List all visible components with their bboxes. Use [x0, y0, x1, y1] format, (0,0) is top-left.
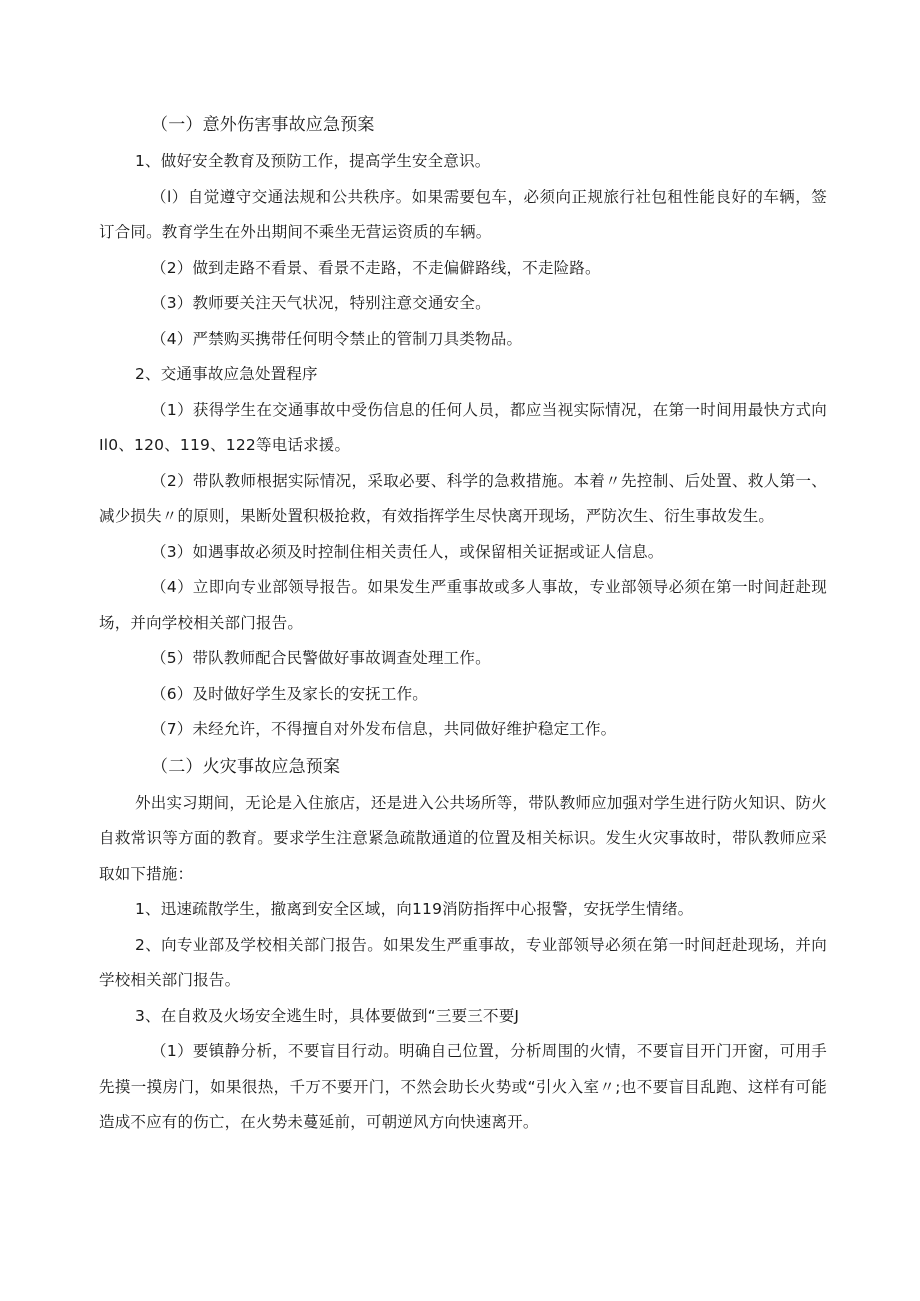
paragraph: （3）如遇事故必须及时控制住相关责任人，或保留相关证据或证人信息。 — [151, 542, 664, 561]
paragraph: （2）带队教师根据实际情况，采取必要、科学的急救措施。本着〃先控制、后处置、救人第一、减少损失〃的原则，果断处置积极抢救，有效指挥学生尽快离开现场，严防次生、衍生事故发生。 — [99, 471, 827, 525]
paragraph: （7）未经允许，不得擅自对外发布信息，共同做好维护稳定工作。 — [151, 720, 617, 738]
section-heading-accident: （一）意外伤害事故应急预案 — [151, 115, 375, 135]
document-body — [99, 106, 827, 1141]
paragraph: （3）教师要关注天气状况，特别注意交通安全。 — [151, 294, 491, 312]
paragraph: 2、交通事故应急处置程序 — [135, 365, 318, 383]
paragraph: （2）做到走路不看景、看景不走路，不走偏僻路线，不走险路。 — [151, 258, 601, 277]
paragraph: （4）严禁购买携带任何明令禁止的管制刀具类物品。 — [151, 329, 523, 348]
paragraph: 1、做好安全教育及预防工作，提高学生安全意识。 — [135, 152, 491, 170]
paragraph: 1、迅速疏散学生，撤离到安全区域，向119消防指挥中心报警，安抚学生情绪。 — [135, 900, 694, 918]
paragraph: 2、向专业部及学校相关部门报告。如果发生严重事故，专业部领导必须在第一时间赶赴现场，并向学校相关部门报告。 — [99, 935, 827, 989]
paragraph: （4）立即向专业部领导报告。如果发生严重事故或多人事故，专业部领导必须在第一时间赶赴现场，并向学校相关部门报告。 — [99, 578, 827, 632]
paragraph: （1）要镇静分析，不要盲目行动。明确自己位置，分析周围的火情，不要盲目开门开窗，可用手先摸一摸房门，如果很热，千万不要开门，不然会助长火势或“引火入室〃;也不要盲目乱跑、这样有可能造成不应有的伤亡，在火势未蔓延前，可朝逆风方向快速离开。 — [99, 1042, 827, 1131]
section-heading-fire: （二）火灾事故应急预案 — [151, 756, 341, 777]
paragraph: （1）获得学生在交通事故中受伤信息的任何人员，都应当视实际情况，在第一时间用最快方式向Il0、120、119、122等电话求援。 — [99, 400, 827, 454]
paragraph: 外出实习期间，无论是入住旅店，还是进入公共场所等，带队教师应加强对学生进行防火知识、防火自救常识等方面的教育。要求学生注意紧急疏散通道的位置及相关标识。发生火灾事故时，带队教师应采取如下措施： — [99, 793, 827, 883]
paragraph: （5）带队教师配合民警做好事故调查处理工作。 — [151, 649, 491, 667]
paragraph: （l）自觉遵守交通法规和公共秩序。如果需要包车，必须向正规旅行社包租性能良好的车辆，签订合同。教育学生在外出期间不乘坐无营运资质的车辆。 — [99, 187, 827, 241]
paragraph: 3、在自救及火场安全逃生时，具体要做到“三要三不要J — [135, 1006, 520, 1025]
paragraph: （6）及时做好学生及家长的安抚工作。 — [151, 684, 428, 703]
